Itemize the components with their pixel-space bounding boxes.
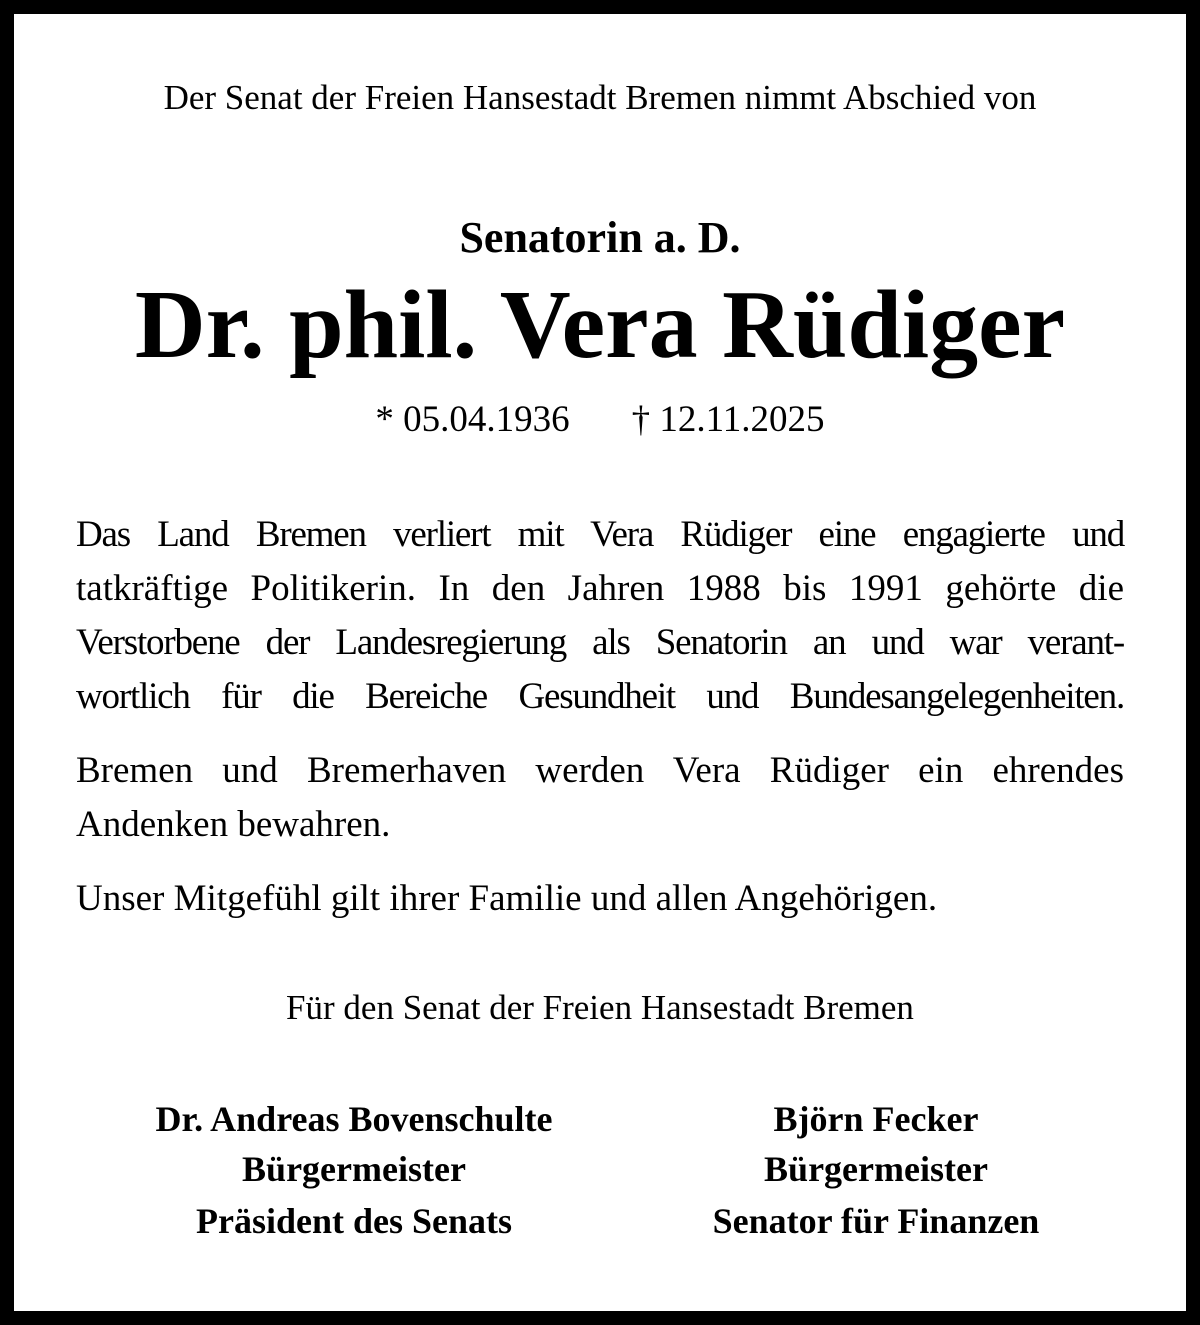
paragraph-remembrance xyxy=(76,744,1124,852)
paragraph-line: Das Land Bremen verliert mit Vera Rüdiger eine engagierte und xyxy=(76,514,1124,555)
life-dates xyxy=(14,398,1186,441)
birth-date: * 05.04.1936 xyxy=(375,399,570,440)
paragraph-line: tatkräftige Politikerin. In den Jahren 1988 bis 1991 gehörte die xyxy=(76,568,1124,609)
signatory-role: Präsident des Senats xyxy=(195,1201,513,1241)
signatory-bovenschulte xyxy=(104,1098,604,1242)
deceased-name: Dr. phil. Vera Rüdiger xyxy=(134,271,1066,379)
obituary-notice xyxy=(14,14,1186,1311)
signatory-title: Bürgermeister xyxy=(242,1149,466,1189)
death-date: † 12.11.2025 xyxy=(631,399,825,440)
signatory-role: Senator für Finanzen xyxy=(712,1201,1040,1241)
for-senate-line: Für den Senat der Freien Hansestadt Bremen xyxy=(286,988,914,1027)
signatory-fecker xyxy=(654,1098,1098,1242)
paragraph-tribute xyxy=(76,508,1124,724)
deceased-title: Senatorin a. D. xyxy=(459,213,741,262)
signatory-name: Björn Fecker xyxy=(773,1099,979,1139)
signatory-name: Dr. Andreas Bovenschulte xyxy=(155,1099,553,1139)
signatory-title: Bürgermeister xyxy=(764,1149,988,1189)
paragraph-line: wortlich für die Bereiche Gesundheit und Bundesangelegenheiten. xyxy=(76,676,1124,717)
paragraph-line: Andenken bewahren. xyxy=(76,804,391,845)
paragraph-condolence: Unser Mitgefühl gilt ihrer Familie und allen Angehörigen. xyxy=(76,878,938,919)
intro-line: Der Senat der Freien Hansestadt Bremen nimmt Abschied von xyxy=(163,78,1037,117)
paragraph-line: Bremen und Bremerhaven werden Vera Rüdiger ein ehrendes xyxy=(76,750,1124,791)
paragraph-line: Verstorbene der Landesregierung als Senatorin an und war verant- xyxy=(76,622,1124,663)
